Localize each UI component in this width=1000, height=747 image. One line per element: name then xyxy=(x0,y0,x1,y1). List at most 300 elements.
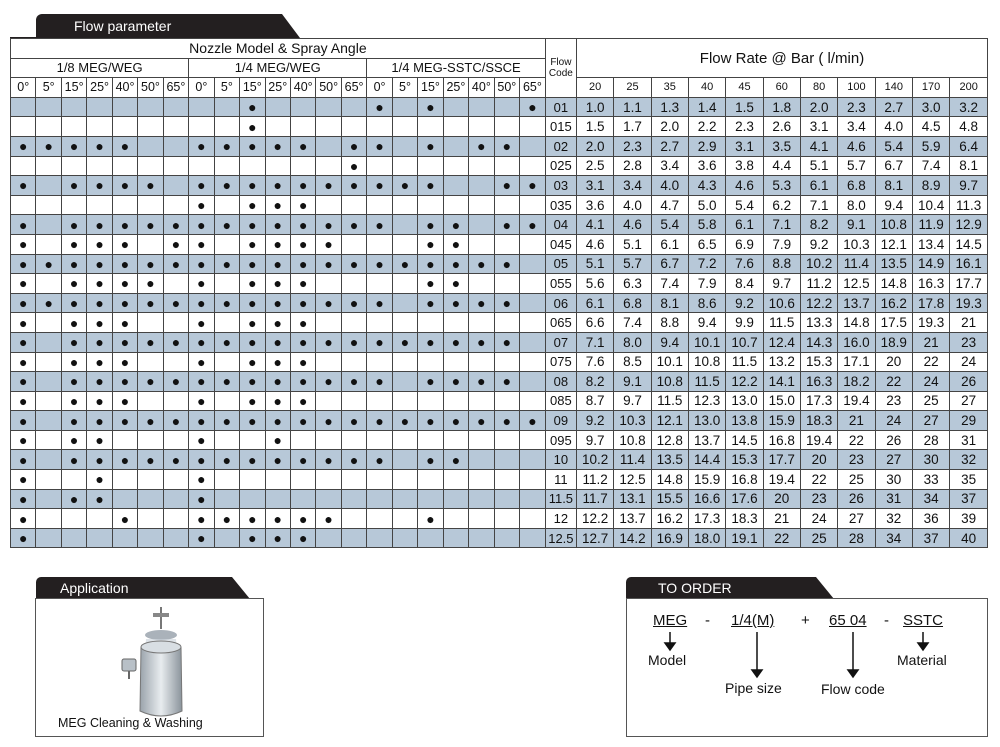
angle-header: 25° xyxy=(87,78,112,98)
flow-rate-cell: 9.2 xyxy=(800,234,837,254)
flow-rate-cell: 27 xyxy=(838,509,875,529)
availability-cell: ● xyxy=(418,509,443,529)
order-label-material: Material xyxy=(897,652,947,668)
flow-rate-cell: 23 xyxy=(875,391,912,411)
availability-cell: ● xyxy=(11,411,36,431)
availability-cell: ● xyxy=(61,176,86,196)
flow-rate-cell: 10.8 xyxy=(875,215,912,235)
flow-rate-cell: 18.3 xyxy=(800,411,837,431)
flow-rate-cell: 26 xyxy=(950,372,988,392)
availability-cell: ● xyxy=(443,372,468,392)
flow-rate-cell: 6.1 xyxy=(651,234,688,254)
angle-header: 40° xyxy=(469,78,494,98)
availability-cell: ● xyxy=(341,176,366,196)
availability-cell: ● xyxy=(290,254,315,274)
flow-rate-cell: 24 xyxy=(950,352,988,372)
flow-code-cell: 09 xyxy=(545,411,576,431)
flow-rate-cell: 28 xyxy=(912,430,949,450)
order-label-pipe-size: Pipe size xyxy=(725,680,782,696)
availability-cell: ● xyxy=(290,234,315,254)
availability-cell: ● xyxy=(87,254,112,274)
angle-header: 50° xyxy=(138,78,163,98)
availability-cell: ● xyxy=(138,176,163,196)
flow-rate-cell: 20 xyxy=(800,450,837,470)
flow-rate-cell: 16.3 xyxy=(912,274,949,294)
availability-cell: ● xyxy=(520,411,546,431)
availability-cell: ● xyxy=(112,176,137,196)
flow-rate-cell: 23 xyxy=(838,450,875,470)
flow-rate-cell: 1.7 xyxy=(614,117,651,137)
angle-header: 15° xyxy=(61,78,86,98)
flow-rate-cell: 3.4 xyxy=(651,156,688,176)
flow-rate-cell: 14.5 xyxy=(950,234,988,254)
availability-cell: ● xyxy=(11,470,36,490)
flow-rate-cell: 7.4 xyxy=(614,313,651,333)
flow-rate-cell: 19.3 xyxy=(912,313,949,333)
availability-cell: ● xyxy=(290,372,315,392)
flow-rate-cell: 33 xyxy=(912,470,949,490)
availability-cell: ● xyxy=(214,215,239,235)
availability-cell: ● xyxy=(520,176,546,196)
availability-cell: ● xyxy=(189,234,214,254)
availability-cell: ● xyxy=(163,332,188,352)
availability-cell: ● xyxy=(367,293,392,313)
availability-cell: ● xyxy=(367,411,392,431)
flow-rate-cell: 12.2 xyxy=(576,509,613,529)
flow-rate-cell: 3.4 xyxy=(838,117,875,137)
availability-cell: ● xyxy=(240,293,265,313)
availability-cell: ● xyxy=(189,391,214,411)
flow-rate-cell: 14.9 xyxy=(912,254,949,274)
flow-rate-cell: 10.1 xyxy=(651,352,688,372)
flow-rate-cell: 21 xyxy=(838,411,875,431)
availability-cell: ● xyxy=(112,411,137,431)
availability-cell: ● xyxy=(240,136,265,156)
availability-cell: ● xyxy=(112,234,137,254)
flow-rate-cell: 6.2 xyxy=(763,195,800,215)
flow-rate-cell: 6.7 xyxy=(651,254,688,274)
availability-cell: ● xyxy=(61,430,86,450)
angle-header: 25° xyxy=(265,78,290,98)
flow-rate-cell: 16.0 xyxy=(838,332,875,352)
flow-rate-cell: 5.4 xyxy=(651,215,688,235)
availability-cell: ● xyxy=(265,136,290,156)
availability-cell: ● xyxy=(87,215,112,235)
pressure-header: 60 xyxy=(763,78,800,98)
angle-header: 5° xyxy=(392,78,417,98)
availability-cell: ● xyxy=(494,136,519,156)
flow-rate-cell: 36 xyxy=(912,509,949,529)
flow-rate-cell: 3.1 xyxy=(576,176,613,196)
flow-rate-cell: 19.4 xyxy=(838,391,875,411)
availability-cell: ● xyxy=(240,391,265,411)
availability-cell: ● xyxy=(265,176,290,196)
availability-cell: ● xyxy=(367,215,392,235)
flow-rate-cell: 25 xyxy=(800,528,837,548)
flow-rate-cell: 8.0 xyxy=(838,195,875,215)
availability-cell: ● xyxy=(87,411,112,431)
availability-cell: ● xyxy=(418,274,443,294)
flow-rate-cell: 4.8 xyxy=(950,117,988,137)
flow-code-cell: 12 xyxy=(545,509,576,529)
flow-rate-cell: 3.6 xyxy=(576,195,613,215)
angle-header: 15° xyxy=(240,78,265,98)
flow-rate-cell: 13.7 xyxy=(838,293,875,313)
availability-cell: ● xyxy=(11,313,36,333)
flow-rate-cell: 8.6 xyxy=(688,293,725,313)
availability-cell: ● xyxy=(163,215,188,235)
availability-cell: ● xyxy=(87,430,112,450)
availability-cell: ● xyxy=(290,450,315,470)
flow-code-cell: 06 xyxy=(545,293,576,313)
availability-cell: ● xyxy=(290,293,315,313)
availability-cell: ● xyxy=(290,391,315,411)
flow-rate-cell: 6.6 xyxy=(576,313,613,333)
availability-cell: ● xyxy=(494,254,519,274)
flow-rate-cell: 29 xyxy=(950,411,988,431)
flow-rate-cell: 7.4 xyxy=(651,274,688,294)
flow-rate-cell: 4.0 xyxy=(875,117,912,137)
flow-rate-cell: 1.3 xyxy=(651,97,688,117)
flow-rate-cell: 14.2 xyxy=(614,528,651,548)
flow-code-cell: 075 xyxy=(545,352,576,372)
flow-code-cell: 095 xyxy=(545,430,576,450)
availability-cell: ● xyxy=(392,176,417,196)
availability-cell: ● xyxy=(36,293,61,313)
availability-cell: ● xyxy=(11,450,36,470)
flow-rate-cell: 13.0 xyxy=(688,411,725,431)
flow-rate-cell: 6.1 xyxy=(800,176,837,196)
flow-rate-cell: 8.7 xyxy=(576,391,613,411)
availability-cell: ● xyxy=(265,215,290,235)
flow-rate-cell: 4.5 xyxy=(912,117,949,137)
flow-rate-cell: 11.2 xyxy=(576,470,613,490)
flow-rate-cell: 30 xyxy=(912,450,949,470)
flow-rate-cell: 11.4 xyxy=(838,254,875,274)
availability-cell: ● xyxy=(240,254,265,274)
pressure-header: 35 xyxy=(651,78,688,98)
availability-cell: ● xyxy=(189,352,214,372)
availability-cell: ● xyxy=(189,313,214,333)
flow-rate-cell: 13.3 xyxy=(800,313,837,333)
application-title: Application xyxy=(60,580,129,596)
availability-cell: ● xyxy=(265,411,290,431)
flow-rate-cell: 5.1 xyxy=(800,156,837,176)
flow-rate-cell: 2.7 xyxy=(651,136,688,156)
availability-cell: ● xyxy=(240,528,265,548)
flow-rate-cell: 4.6 xyxy=(614,215,651,235)
availability-cell: ● xyxy=(214,176,239,196)
flow-rate-cell: 8.8 xyxy=(651,313,688,333)
angle-header: 65° xyxy=(520,78,546,98)
angle-header: 50° xyxy=(316,78,341,98)
availability-cell: ● xyxy=(11,489,36,509)
availability-cell: ● xyxy=(469,332,494,352)
availability-cell: ● xyxy=(11,528,36,548)
flow-rate-cell: 9.1 xyxy=(838,215,875,235)
flow-rate-cell: 17.3 xyxy=(688,509,725,529)
flow-rate-cell: 17.5 xyxy=(875,313,912,333)
group-header: 1/4 MEG-SSTC/SSCE xyxy=(367,58,545,78)
flow-rate-cell: 14.8 xyxy=(838,313,875,333)
flow-rate-cell: 28 xyxy=(838,528,875,548)
flow-rate-cell: 8.8 xyxy=(763,254,800,274)
flow-rate-cell: 16.9 xyxy=(651,528,688,548)
flow-rate-cell: 1.0 xyxy=(576,97,613,117)
availability-cell: ● xyxy=(61,293,86,313)
availability-cell: ● xyxy=(240,411,265,431)
flow-rate-cell: 17.7 xyxy=(763,450,800,470)
availability-cell: ● xyxy=(214,293,239,313)
availability-cell: ● xyxy=(214,372,239,392)
availability-cell: ● xyxy=(443,450,468,470)
availability-cell: ● xyxy=(240,372,265,392)
flow-rate-cell: 3.5 xyxy=(763,136,800,156)
flow-rate-cell: 7.6 xyxy=(726,254,763,274)
flow-rate-cell: 13.8 xyxy=(726,411,763,431)
flow-rate-cell: 10.8 xyxy=(688,352,725,372)
flow-rate-cell: 1.1 xyxy=(614,97,651,117)
flow-code-header: Flow Code xyxy=(545,39,576,98)
availability-cell: ● xyxy=(367,332,392,352)
availability-cell: ● xyxy=(240,234,265,254)
availability-cell: ● xyxy=(316,509,341,529)
flow-rate-cell: 2.0 xyxy=(800,97,837,117)
flow-rate-cell: 15.0 xyxy=(763,391,800,411)
availability-cell: ● xyxy=(61,234,86,254)
availability-cell: ● xyxy=(61,313,86,333)
availability-cell: ● xyxy=(112,352,137,372)
flow-rate-cell: 3.6 xyxy=(688,156,725,176)
availability-cell: ● xyxy=(316,176,341,196)
flow-rate-cell: 4.4 xyxy=(763,156,800,176)
flow-code-cell: 03 xyxy=(545,176,576,196)
flow-rate-cell: 22 xyxy=(838,430,875,450)
flow-rate-cell: 6.8 xyxy=(614,293,651,313)
availability-cell: ● xyxy=(265,391,290,411)
flow-rate-header: Flow Rate @ Bar ( l/min) xyxy=(576,39,987,78)
flow-rate-cell: 10.4 xyxy=(912,195,949,215)
availability-cell: ● xyxy=(189,332,214,352)
availability-cell: ● xyxy=(87,489,112,509)
flow-rate-cell: 10.2 xyxy=(576,450,613,470)
flow-rate-cell: 3.8 xyxy=(726,156,763,176)
flow-rate-cell: 11.2 xyxy=(800,274,837,294)
flow-rate-cell: 17.1 xyxy=(838,352,875,372)
flow-code-cell: 065 xyxy=(545,313,576,333)
availability-cell: ● xyxy=(469,372,494,392)
flow-rate-cell: 9.7 xyxy=(763,274,800,294)
flow-rate-cell: 12.3 xyxy=(688,391,725,411)
flow-rate-cell: 31 xyxy=(875,489,912,509)
availability-cell: ● xyxy=(189,254,214,274)
flow-rate-cell: 6.8 xyxy=(838,176,875,196)
flow-rate-cell: 8.2 xyxy=(800,215,837,235)
availability-cell: ● xyxy=(87,313,112,333)
flow-rate-cell: 15.9 xyxy=(763,411,800,431)
flow-rate-cell: 39 xyxy=(950,509,988,529)
flow-rate-cell: 4.0 xyxy=(651,176,688,196)
order-model-code: MEG xyxy=(653,612,688,629)
flow-rate-cell: 7.4 xyxy=(912,156,949,176)
availability-cell: ● xyxy=(138,215,163,235)
flow-rate-cell: 4.6 xyxy=(838,136,875,156)
flow-rate-cell: 11.3 xyxy=(950,195,988,215)
availability-cell: ● xyxy=(87,352,112,372)
availability-cell: ● xyxy=(189,528,214,548)
flow-code-cell: 10 xyxy=(545,450,576,470)
flow-rate-cell: 21 xyxy=(912,332,949,352)
availability-cell: ● xyxy=(341,372,366,392)
flow-rate-cell: 19.3 xyxy=(950,293,988,313)
flow-rate-cell: 12.9 xyxy=(950,215,988,235)
availability-cell: ● xyxy=(61,215,86,235)
angle-header: 25° xyxy=(443,78,468,98)
availability-cell: ● xyxy=(240,352,265,372)
availability-cell: ● xyxy=(418,372,443,392)
availability-cell: ● xyxy=(469,293,494,313)
flow-rate-cell: 2.7 xyxy=(875,97,912,117)
angle-header: 40° xyxy=(112,78,137,98)
flow-rate-cell: 15.3 xyxy=(726,450,763,470)
flow-rate-cell: 31 xyxy=(950,430,988,450)
flow-rate-cell: 2.3 xyxy=(726,117,763,137)
flow-rate-cell: 7.9 xyxy=(763,234,800,254)
flow-rate-cell: 11.7 xyxy=(576,489,613,509)
group-header: 1/4 MEG/WEG xyxy=(189,58,367,78)
flow-rate-cell: 2.3 xyxy=(838,97,875,117)
availability-cell: ● xyxy=(443,215,468,235)
flow-rate-cell: 9.2 xyxy=(576,411,613,431)
flow-rate-cell: 40 xyxy=(950,528,988,548)
availability-cell: ● xyxy=(112,293,137,313)
availability-cell: ● xyxy=(112,509,137,529)
flow-rate-cell: 15.3 xyxy=(800,352,837,372)
flow-rate-cell: 4.1 xyxy=(800,136,837,156)
order-label-model: Model xyxy=(648,652,687,668)
availability-cell: ● xyxy=(418,254,443,274)
flow-rate-cell: 13.5 xyxy=(651,450,688,470)
availability-cell: ● xyxy=(316,234,341,254)
availability-cell: ● xyxy=(265,372,290,392)
availability-cell: ● xyxy=(61,391,86,411)
availability-cell: ● xyxy=(367,450,392,470)
availability-cell: ● xyxy=(265,528,290,548)
flow-rate-cell: 10.8 xyxy=(651,372,688,392)
flow-rate-cell: 32 xyxy=(950,450,988,470)
availability-cell: ● xyxy=(469,411,494,431)
availability-cell: ● xyxy=(341,156,366,176)
flow-rate-cell: 25 xyxy=(838,470,875,490)
flow-rate-cell: 5.1 xyxy=(576,254,613,274)
availability-cell: ● xyxy=(138,372,163,392)
flow-rate-cell: 1.5 xyxy=(576,117,613,137)
availability-cell: ● xyxy=(290,215,315,235)
availability-cell: ● xyxy=(494,411,519,431)
availability-cell: ● xyxy=(214,136,239,156)
availability-cell: ● xyxy=(189,509,214,529)
flow-rate-cell: 4.0 xyxy=(614,195,651,215)
flow-rate-cell: 5.9 xyxy=(912,136,949,156)
flow-rate-cell: 8.2 xyxy=(576,372,613,392)
availability-cell: ● xyxy=(11,352,36,372)
flow-rate-cell: 26 xyxy=(875,430,912,450)
order-label-flow-code: Flow code xyxy=(821,681,885,697)
flow-rate-cell: 11.4 xyxy=(614,450,651,470)
availability-cell: ● xyxy=(87,274,112,294)
flow-rate-cell: 14.3 xyxy=(800,332,837,352)
flow-code-cell: 055 xyxy=(545,274,576,294)
availability-cell: ● xyxy=(214,411,239,431)
flow-rate-cell: 3.4 xyxy=(614,176,651,196)
availability-cell: ● xyxy=(189,274,214,294)
availability-cell: ● xyxy=(265,254,290,274)
availability-cell: ● xyxy=(240,215,265,235)
flow-rate-cell: 24 xyxy=(800,509,837,529)
availability-cell: ● xyxy=(469,136,494,156)
flow-rate-cell: 12.1 xyxy=(651,411,688,431)
flow-rate-cell: 5.3 xyxy=(763,176,800,196)
flow-rate-cell: 9.9 xyxy=(726,313,763,333)
availability-cell: ● xyxy=(11,136,36,156)
angle-header: 40° xyxy=(290,78,315,98)
availability-cell: ● xyxy=(469,254,494,274)
angle-header: 5° xyxy=(36,78,61,98)
flow-rate-cell: 5.6 xyxy=(576,274,613,294)
availability-cell: ● xyxy=(61,411,86,431)
flow-rate-cell: 4.1 xyxy=(576,215,613,235)
pressure-header: 45 xyxy=(726,78,763,98)
availability-cell: ● xyxy=(316,450,341,470)
flow-rate-cell: 5.4 xyxy=(875,136,912,156)
availability-cell: ● xyxy=(189,411,214,431)
flow-rate-cell: 2.8 xyxy=(614,156,651,176)
availability-cell: ● xyxy=(316,293,341,313)
availability-cell: ● xyxy=(112,215,137,235)
flow-code-cell: 07 xyxy=(545,332,576,352)
availability-cell: ● xyxy=(290,195,315,215)
angle-header: 0° xyxy=(367,78,392,98)
flow-code-cell: 035 xyxy=(545,195,576,215)
availability-cell: ● xyxy=(418,234,443,254)
flow-rate-cell: 27 xyxy=(912,411,949,431)
pressure-header: 140 xyxy=(875,78,912,98)
flow-rate-cell: 18.3 xyxy=(726,509,763,529)
flow-rate-cell: 5.7 xyxy=(614,254,651,274)
availability-cell: ● xyxy=(367,372,392,392)
availability-cell: ● xyxy=(11,234,36,254)
availability-cell: ● xyxy=(443,332,468,352)
availability-cell: ● xyxy=(265,293,290,313)
availability-cell: ● xyxy=(189,450,214,470)
availability-cell: ● xyxy=(316,411,341,431)
flow-rate-cell: 16.2 xyxy=(875,293,912,313)
availability-cell: ● xyxy=(392,411,417,431)
flow-rate-cell: 14.8 xyxy=(875,274,912,294)
availability-cell: ● xyxy=(443,254,468,274)
flow-rate-cell: 7.6 xyxy=(576,352,613,372)
angle-header: 65° xyxy=(163,78,188,98)
availability-cell: ● xyxy=(265,234,290,254)
availability-cell: ● xyxy=(265,195,290,215)
availability-cell: ● xyxy=(87,293,112,313)
availability-cell: ● xyxy=(520,97,546,117)
flow-rate-cell: 13.4 xyxy=(912,234,949,254)
flow-rate-cell: 5.7 xyxy=(838,156,875,176)
flow-code-cell: 01 xyxy=(545,97,576,117)
flow-code-cell: 11.5 xyxy=(545,489,576,509)
flow-code-cell: 04 xyxy=(545,215,576,235)
